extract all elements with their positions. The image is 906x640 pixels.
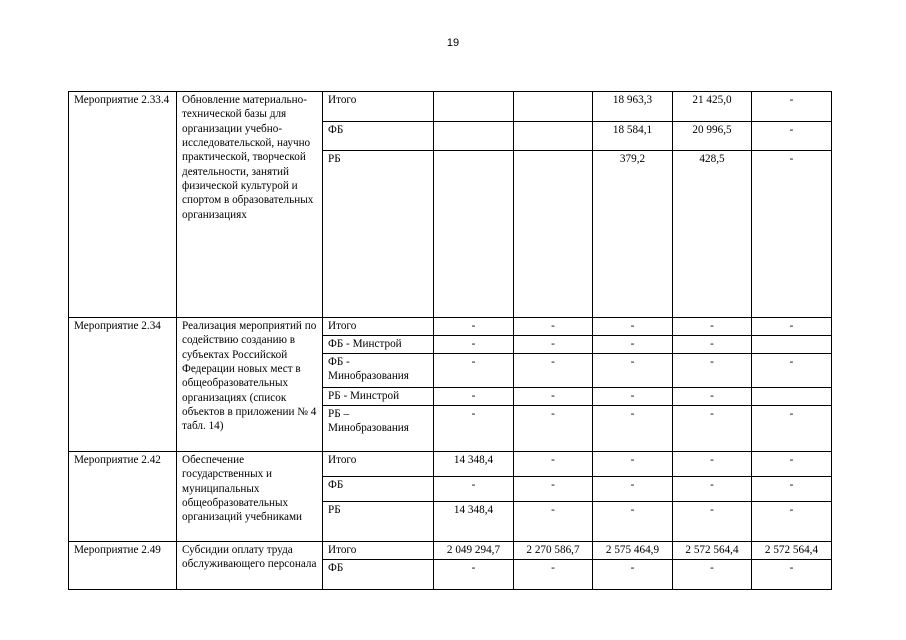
value-cell: 14 348,4	[434, 452, 514, 477]
value-cell: -	[434, 388, 514, 406]
value-cell: -	[752, 122, 832, 151]
description-cell: Субсидии оплату труда обслуживающего персонала	[177, 542, 323, 590]
value-cell: -	[514, 406, 593, 452]
value-cell: 18 963,3	[593, 92, 673, 122]
value-cell: -	[434, 406, 514, 452]
value-cell: -	[593, 560, 673, 590]
source-cell: Итого	[323, 542, 434, 560]
value-cell: -	[434, 318, 514, 336]
value-cell: 428,5	[673, 151, 752, 318]
source-cell: ФБ - Минстрой	[323, 336, 434, 354]
value-cell: 18 584,1	[593, 122, 673, 151]
value-cell: -	[673, 477, 752, 502]
description-cell: Обновление материально-технической базы для организации учебно-исследовательской, научно практической, творческой деятельности, занятий физической культурой и спортом в образовательных организациях	[177, 92, 323, 318]
value-cell: -	[673, 388, 752, 406]
value-cell: -	[593, 452, 673, 477]
value-cell: -	[593, 318, 673, 336]
value-cell: -	[673, 318, 752, 336]
value-cell: 20 996,5	[673, 122, 752, 151]
value-cell: -	[593, 354, 673, 388]
value-cell: -	[752, 502, 832, 542]
value-cell	[752, 388, 832, 406]
event-cell: Мероприятие 2.42	[69, 452, 177, 542]
value-cell: -	[752, 318, 832, 336]
value-cell: 2 049 294,7	[434, 542, 514, 560]
value-cell: -	[514, 388, 593, 406]
value-cell: 21 425,0	[673, 92, 752, 122]
value-cell: -	[673, 354, 752, 388]
page-number: 19	[446, 37, 460, 49]
source-cell: Итого	[323, 452, 434, 477]
description-cell: Обеспечение государственных и муниципальных общеобразовательных организаций учебниками	[177, 452, 323, 542]
source-cell: Итого	[323, 92, 434, 122]
description-cell: Реализация мероприятий по содействию созданию в субъектах Российской Федерации новых мест в общеобразовательных организациях (список объектов в приложении № 4 табл. 14)	[177, 318, 323, 452]
value-cell	[434, 151, 514, 318]
value-cell: 2 270 586,7	[514, 542, 593, 560]
value-cell: -	[752, 354, 832, 388]
value-cell: -	[514, 560, 593, 590]
value-cell	[434, 92, 514, 122]
value-cell: -	[434, 336, 514, 354]
value-cell: -	[593, 336, 673, 354]
value-cell: -	[673, 406, 752, 452]
event-cell: Мероприятие 2.34	[69, 318, 177, 452]
value-cell: -	[514, 477, 593, 502]
table-row	[69, 452, 832, 477]
value-cell: -	[434, 354, 514, 388]
value-cell: -	[593, 388, 673, 406]
source-cell: ФБ	[323, 477, 434, 502]
table-row	[69, 92, 832, 122]
value-cell: -	[752, 560, 832, 590]
value-cell: -	[593, 477, 673, 502]
value-cell: 2 572 564,4	[752, 542, 832, 560]
value-cell: -	[593, 406, 673, 452]
event-cell: Мероприятие 2.49	[69, 542, 177, 590]
source-cell: ФБ	[323, 122, 434, 151]
value-cell	[514, 92, 593, 122]
value-cell: -	[593, 502, 673, 542]
source-cell: РБ	[323, 502, 434, 542]
source-cell: Итого	[323, 318, 434, 336]
value-cell: 2 572 564,4	[673, 542, 752, 560]
value-cell: 2 575 464,9	[593, 542, 673, 560]
value-cell: -	[434, 560, 514, 590]
value-cell: -	[514, 354, 593, 388]
value-cell: -	[673, 560, 752, 590]
value-cell: -	[673, 336, 752, 354]
source-cell: РБ - Минстрой	[323, 388, 434, 406]
event-cell: Мероприятие 2.33.4	[69, 92, 177, 318]
value-cell: -	[752, 452, 832, 477]
table-row	[69, 318, 832, 336]
value-cell: -	[752, 477, 832, 502]
source-cell: РБ	[323, 151, 434, 318]
value-cell: -	[752, 151, 832, 318]
value-cell	[514, 151, 593, 318]
value-cell: -	[752, 406, 832, 452]
value-cell: -	[752, 92, 832, 122]
value-cell: -	[514, 502, 593, 542]
value-cell	[434, 122, 514, 151]
value-cell: -	[514, 452, 593, 477]
source-cell: ФБ	[323, 560, 434, 590]
table-row	[69, 542, 832, 560]
value-cell	[514, 122, 593, 151]
value-cell: -	[514, 318, 593, 336]
value-cell: -	[673, 452, 752, 477]
value-cell: 14 348,4	[434, 502, 514, 542]
value-cell	[752, 336, 832, 354]
value-cell: -	[673, 502, 752, 542]
value-cell: 379,2	[593, 151, 673, 318]
budget-table	[68, 91, 832, 590]
source-cell: РБ – Минобразования	[323, 406, 434, 452]
source-cell: ФБ - Минобразования	[323, 354, 434, 388]
value-cell: -	[514, 336, 593, 354]
value-cell: -	[434, 477, 514, 502]
